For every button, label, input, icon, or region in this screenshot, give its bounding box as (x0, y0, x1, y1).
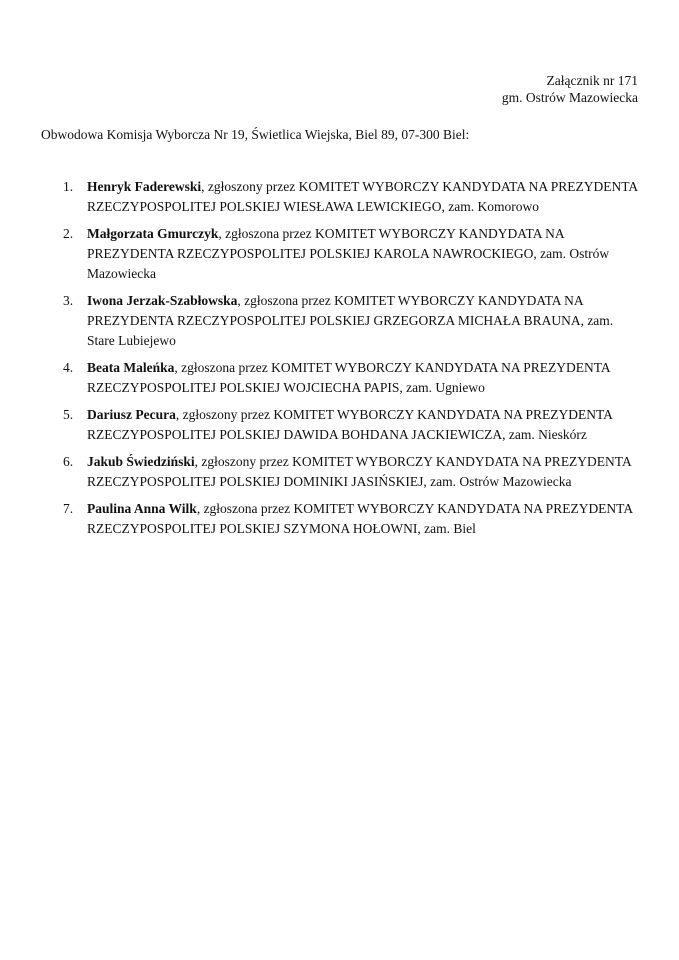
member-name: Jakub Świedziński (87, 454, 195, 469)
member-name: Iwona Jerzak-Szabłowska (87, 293, 238, 308)
list-item (0, 177, 679, 217)
list-item (0, 405, 679, 445)
document-header (502, 72, 638, 106)
item-number: 2. (63, 226, 74, 241)
attachment-number: Załącznik nr 171 (546, 73, 638, 88)
list-item (0, 452, 679, 492)
list-item (0, 291, 679, 351)
member-name: Paulina Anna Wilk (87, 501, 197, 516)
member-details: , zgłoszona przez KOMITET WYBORCZY KANDYDATA NA PREZYDENTA RZECZYPOSPOLITEJ POLSKIEJ WOJCIECHA PAPIS, zam. Ugniewo (87, 360, 610, 395)
member-details: , zgłoszona przez KOMITET WYBORCZY KANDYDATA NA PREZYDENTA RZECZYPOSPOLITEJ POLSKIEJ GRZEGORZA MICHAŁA BRAUNA, zam. Stare Lubiejewo (87, 293, 614, 348)
member-name: Henryk Faderewski (87, 179, 202, 194)
list-item (0, 499, 679, 539)
member-details: , zgłoszony przez KOMITET WYBORCZY KANDYDATA NA PREZYDENTA RZECZYPOSPOLITEJ POLSKIEJ WIESŁAWA LEWICKIEGO, zam. Komorowo (87, 179, 638, 214)
member-list (0, 177, 679, 546)
member-name: Dariusz Pecura (87, 407, 176, 422)
member-details: , zgłoszona przez KOMITET WYBORCZY KANDYDATA NA PREZYDENTA RZECZYPOSPOLITEJ POLSKIEJ SZYMONA HOŁOWNI, zam. Biel (87, 501, 633, 536)
member-name: Małgorzata Gmurczyk (87, 226, 219, 241)
item-number: 7. (63, 501, 74, 516)
item-number: 6. (63, 454, 74, 469)
list-item (0, 224, 679, 284)
item-number: 1. (63, 179, 74, 194)
list-item (0, 358, 679, 398)
member-details: , zgłoszony przez KOMITET WYBORCZY KANDYDATA NA PREZYDENTA RZECZYPOSPOLITEJ POLSKIEJ DAWIDA BOHDANA JACKIEWICZA, zam. Nieskórz (87, 407, 613, 442)
item-number: 4. (63, 360, 74, 375)
member-name: Beata Maleńka (87, 360, 175, 375)
member-details: , zgłoszona przez KOMITET WYBORCZY KANDYDATA NA PREZYDENTA RZECZYPOSPOLITEJ POLSKIEJ KAROLA NAWROCKIEGO, zam. Ostrów Mazowiecka (87, 226, 610, 281)
item-number: 5. (63, 407, 74, 422)
municipality-name: gm. Ostrów Mazowiecka (501, 90, 638, 105)
item-number: 3. (63, 293, 74, 308)
member-details: , zgłoszony przez KOMITET WYBORCZY KANDYDATA NA PREZYDENTA RZECZYPOSPOLITEJ POLSKIEJ DOMINIKI JASIŃSKIEJ, zam. Ostrów Mazowiecka (87, 454, 631, 489)
commission-title: Obwodowa Komisja Wyborcza Nr 19, Świetlica Wiejska, Biel 89, 07-300 Biel: (41, 127, 470, 142)
